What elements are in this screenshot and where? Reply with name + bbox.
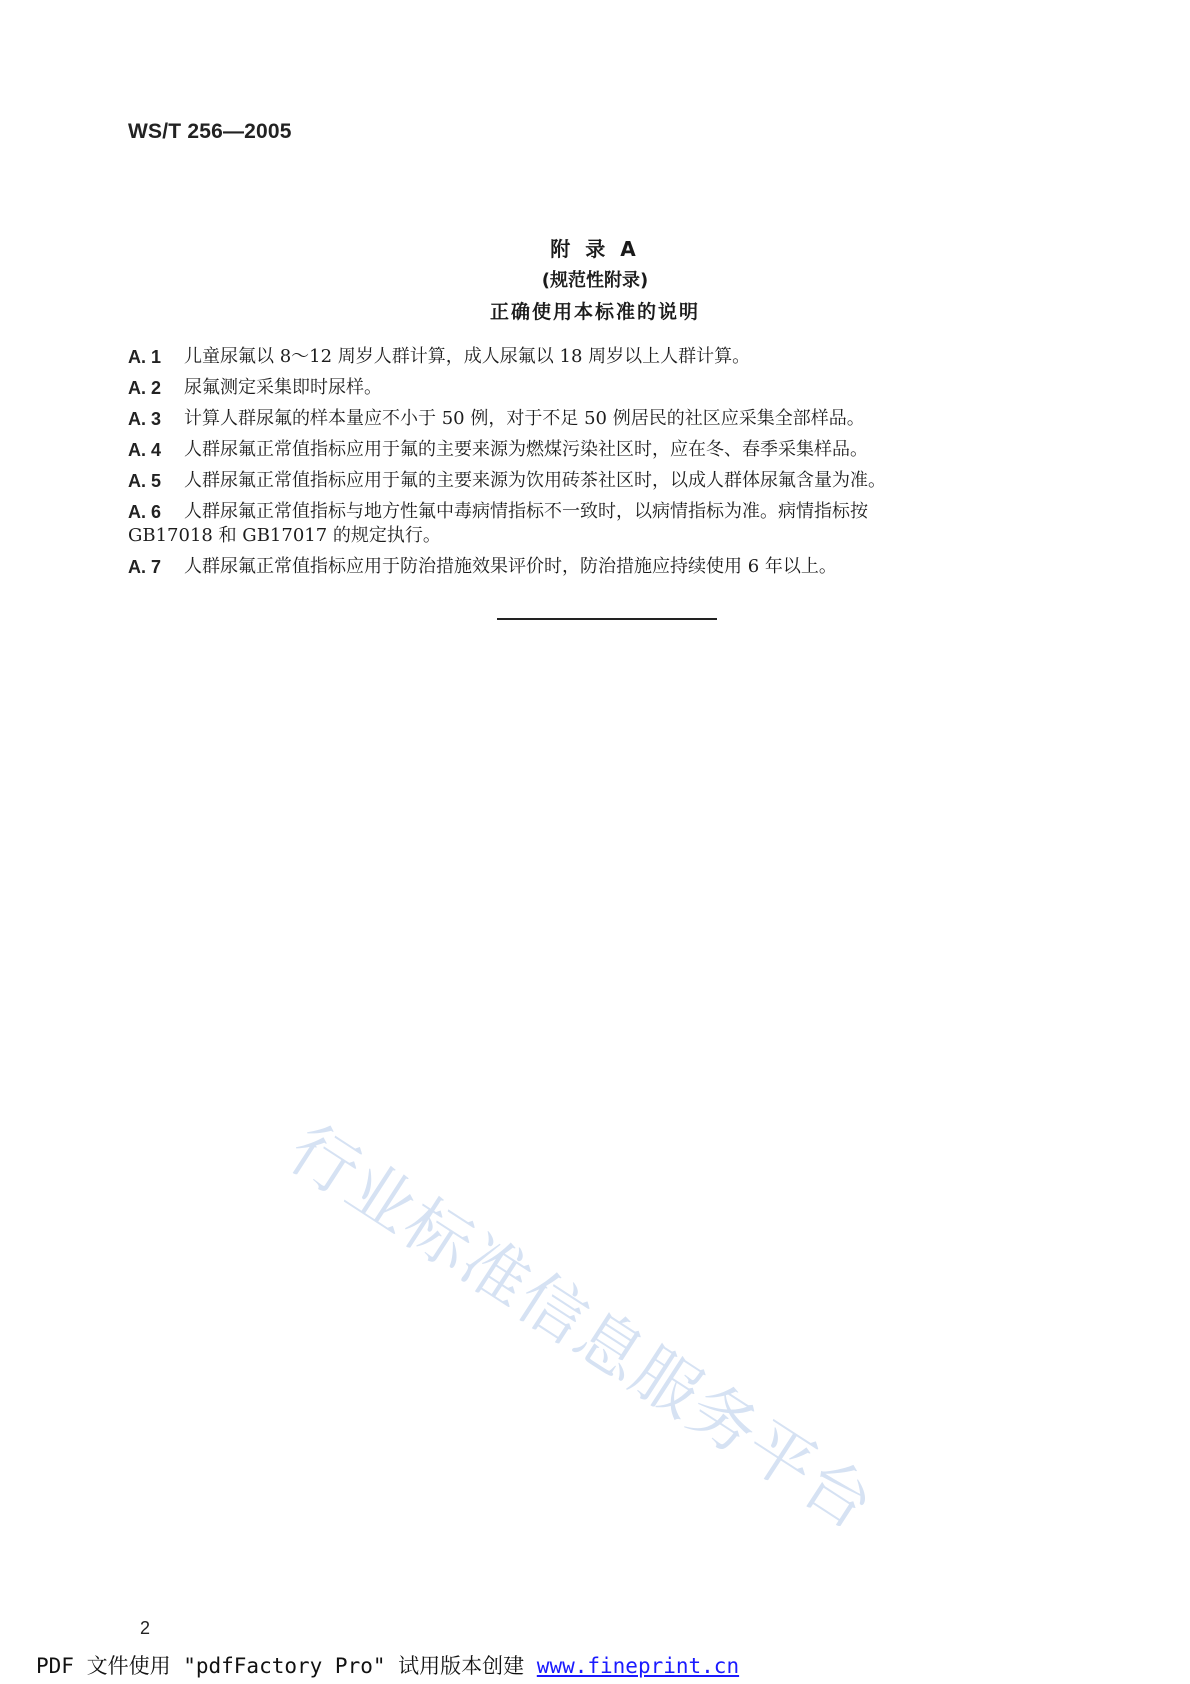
list-item [128, 407, 1088, 431]
footer-link[interactable]: www.fineprint.cn [536, 1654, 740, 1678]
item-continuation: GB17018 和 GB17017 的规定执行。 [128, 525, 441, 546]
item-text: 尿氟测定采集即时尿样。 [184, 377, 382, 398]
standard-code: WS/T 256—2005 [128, 120, 292, 143]
list-item [128, 438, 1088, 462]
appendix-title: 附 录 A [550, 237, 640, 261]
item-number: A. 6 [128, 502, 162, 522]
end-rule [497, 618, 717, 620]
list-item [128, 376, 1088, 400]
item-text: 人群尿氟正常值指标与地方性氟中毒病情指标不一致时，以病情指标为准。病情指标按 [184, 501, 868, 522]
list-item [128, 555, 1088, 579]
item-text: 人群尿氟正常值指标应用于氟的主要来源为饮用砖茶社区时，以成人群体尿氟含量为准。 [184, 470, 886, 491]
appendix-items [128, 345, 1088, 586]
item-number: A. 7 [128, 557, 162, 577]
item-number: A. 4 [128, 440, 162, 460]
list-item [128, 469, 1088, 493]
watermark: 行业标准信息服务平台 [275, 1110, 888, 1546]
appendix-name: 正确使用本标准的说明 [489, 301, 700, 323]
item-text: 儿童尿氟以 8～12 周岁人群计算，成人尿氟以 18 周岁以上人群计算。 [184, 346, 751, 367]
list-item [128, 500, 1088, 548]
page-number: 2 [140, 1618, 151, 1638]
footer-text: PDF 文件使用 "pdfFactory Pro" 试用版本创建 [36, 1654, 537, 1678]
item-number: A. 1 [128, 347, 162, 367]
item-text: 人群尿氟正常值指标应用于氟的主要来源为燃煤污染社区时，应在冬、春季采集样品。 [184, 439, 868, 460]
item-text: 人群尿氟正常值指标应用于防治措施效果评价时，防治措施应持续使用 6 年以上。 [184, 556, 837, 577]
item-number: A. 3 [128, 409, 162, 429]
item-number: A. 5 [128, 471, 162, 491]
appendix-type: (规范性附录) [541, 270, 649, 291]
item-number: A. 2 [128, 378, 162, 398]
footer [36, 1650, 739, 1680]
item-text: 计算人群尿氟的样本量应不小于 50 例，对于不足 50 例居民的社区应采集全部样品。 [184, 408, 865, 429]
list-item [128, 345, 1088, 369]
